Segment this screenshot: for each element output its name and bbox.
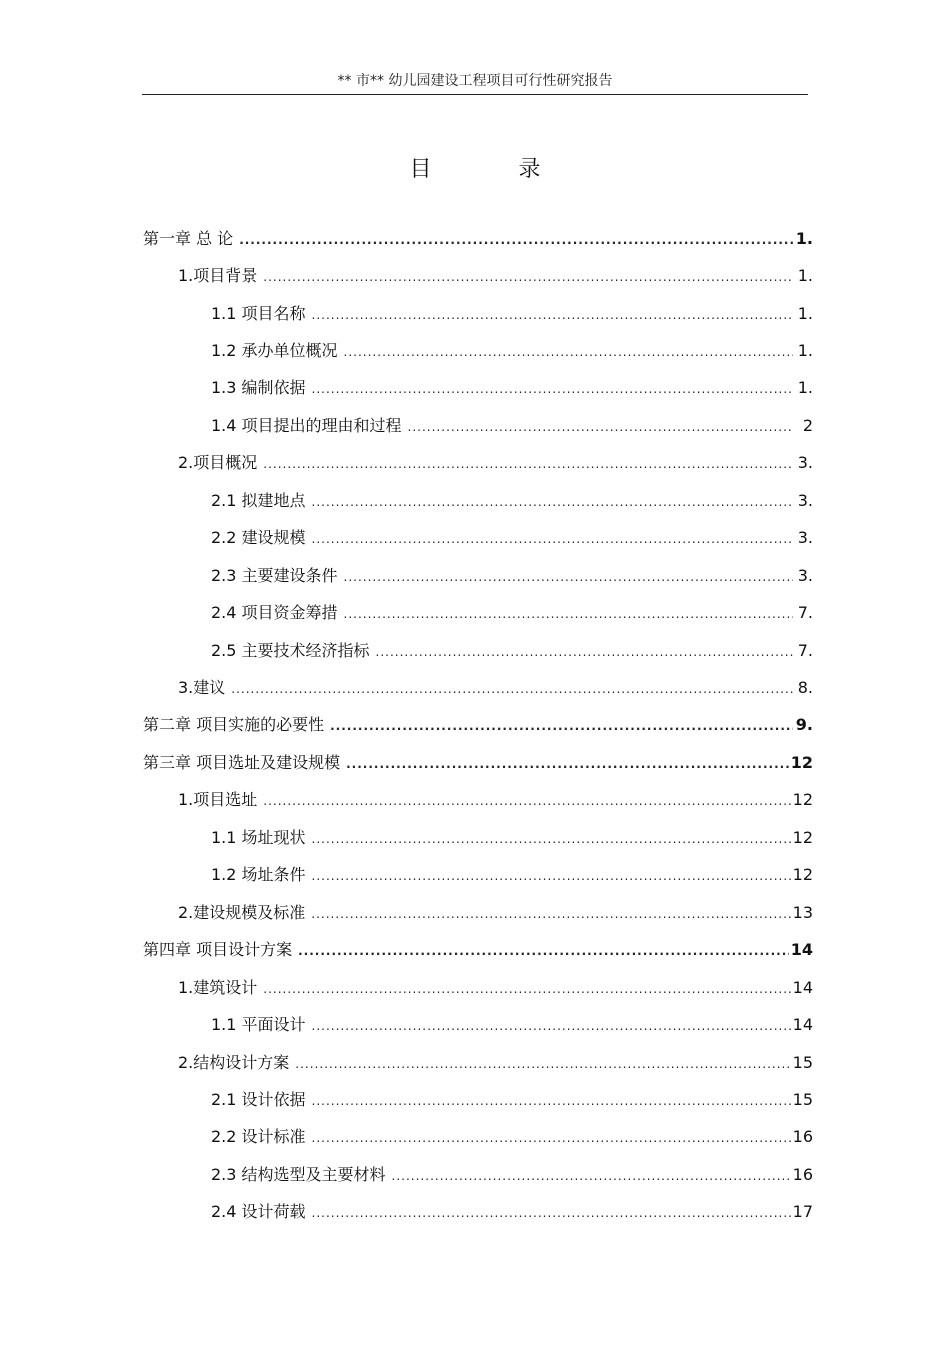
toc-entry[interactable] bbox=[211, 600, 813, 624]
toc-entry[interactable] bbox=[143, 750, 813, 774]
toc-entry[interactable] bbox=[211, 862, 813, 886]
toc-entry-label: 2.4 项目资金筹措 bbox=[211, 603, 338, 622]
toc-entry[interactable] bbox=[211, 413, 813, 437]
header-rule bbox=[142, 94, 808, 95]
toc-entry-label: 2.项目概况 bbox=[178, 453, 258, 472]
toc-entry[interactable] bbox=[211, 825, 813, 849]
toc-entry-label: 2.结构设计方案 bbox=[178, 1053, 290, 1072]
toc-entry[interactable] bbox=[178, 900, 813, 924]
toc-leader-dots bbox=[312, 382, 793, 396]
toc-entry-page: 12 bbox=[792, 828, 813, 847]
toc-entry[interactable] bbox=[211, 525, 813, 549]
toc-entry-page: 12 bbox=[792, 865, 813, 884]
toc-entry[interactable] bbox=[211, 1124, 813, 1148]
toc-entry-label: 2.5 主要技术经济指标 bbox=[211, 641, 370, 660]
toc-leader-dots bbox=[312, 1206, 791, 1220]
toc-entry-page: 9. bbox=[795, 715, 813, 734]
toc-leader-dots bbox=[312, 495, 793, 509]
toc-title: 目 录 bbox=[409, 157, 581, 182]
toc-entry[interactable] bbox=[211, 1012, 813, 1036]
toc-entry[interactable] bbox=[143, 712, 813, 736]
toc-entry[interactable] bbox=[178, 787, 813, 811]
toc-leader-dots bbox=[408, 420, 793, 434]
toc-leader-dots bbox=[263, 457, 793, 471]
toc-entry-label: 第四章 项目设计方案 bbox=[143, 940, 293, 959]
toc-leader-dots bbox=[344, 607, 793, 621]
toc-entry-page: 15 bbox=[792, 1053, 813, 1072]
toc-entry-label: 1.1 平面设计 bbox=[211, 1015, 306, 1034]
toc-leader-dots bbox=[344, 570, 793, 584]
toc-leader-dots bbox=[346, 757, 789, 771]
toc-entry-page: 12 bbox=[792, 790, 813, 809]
running-header: ** 市** 幼儿园建设工程项目可行性研究报告 bbox=[337, 73, 613, 89]
toc-entry[interactable] bbox=[211, 338, 813, 362]
toc-entry[interactable] bbox=[211, 1087, 813, 1111]
toc-entry-label: 1.2 场址条件 bbox=[211, 865, 306, 884]
toc-entry-label: 2.2 设计标准 bbox=[211, 1127, 306, 1146]
toc-entry[interactable] bbox=[211, 301, 813, 325]
toc-leader-dots bbox=[263, 270, 793, 284]
toc-entry[interactable] bbox=[178, 1050, 813, 1074]
toc-entry-label: 2.建设规模及标准 bbox=[178, 903, 306, 922]
toc-entry-page: 3. bbox=[797, 528, 813, 547]
toc-leader-dots bbox=[298, 944, 789, 958]
toc-leader-dots bbox=[312, 1019, 791, 1033]
toc-entry-page: 7. bbox=[797, 641, 813, 660]
toc-leader-dots bbox=[263, 982, 790, 996]
toc-entry[interactable] bbox=[178, 675, 813, 699]
toc-entry-page: 16 bbox=[792, 1127, 813, 1146]
toc-entry-label: 2.3 主要建设条件 bbox=[211, 566, 338, 585]
toc-leader-dots bbox=[263, 794, 790, 808]
toc-entry-page: 1. bbox=[797, 304, 813, 323]
toc-entry[interactable] bbox=[178, 450, 813, 474]
toc-entry-label: 第三章 项目选址及建设规模 bbox=[143, 753, 341, 772]
toc-leader-dots bbox=[312, 532, 793, 546]
toc-leader-dots bbox=[312, 832, 791, 846]
toc-entry-label: 1.1 项目名称 bbox=[211, 304, 306, 323]
toc-entry-label: 2.2 建设规模 bbox=[211, 528, 306, 547]
toc-entry-page: 1. bbox=[797, 378, 813, 397]
toc-entry-page: 1. bbox=[795, 229, 813, 248]
toc-entry-label: 1.2 承办单位概况 bbox=[211, 341, 338, 360]
toc-entry-page: 16 bbox=[792, 1165, 813, 1184]
toc-entry-page: 3. bbox=[797, 566, 813, 585]
toc-entry[interactable] bbox=[143, 226, 813, 250]
toc-entry-page: 14 bbox=[790, 940, 813, 959]
toc-entry-label: 第一章 总 论 bbox=[143, 229, 234, 248]
toc-entry-page: 15 bbox=[792, 1090, 813, 1109]
toc-leader-dots bbox=[312, 1131, 791, 1145]
toc-entry-page: 8. bbox=[797, 678, 813, 697]
toc-leader-dots bbox=[376, 645, 793, 659]
toc-entry-page: 7. bbox=[797, 603, 813, 622]
toc-entry-label: 2.1 设计依据 bbox=[211, 1090, 306, 1109]
toc-leader-dots bbox=[231, 682, 793, 696]
toc-entry-label: 1.4 项目提出的理由和过程 bbox=[211, 416, 402, 435]
toc-leader-dots bbox=[344, 345, 793, 359]
toc-leader-dots bbox=[239, 233, 793, 247]
toc-entry-page: 3. bbox=[797, 453, 813, 472]
toc-leader-dots bbox=[312, 1094, 791, 1108]
toc-entry[interactable] bbox=[211, 375, 813, 399]
toc-entry-page: 12 bbox=[790, 753, 813, 772]
toc-entry-label: 1.项目背景 bbox=[178, 266, 258, 285]
toc-entry[interactable] bbox=[143, 937, 813, 961]
toc-entry-label: 2.3 结构选型及主要材料 bbox=[211, 1165, 386, 1184]
toc-leader-dots bbox=[392, 1169, 791, 1183]
toc-entry[interactable] bbox=[178, 263, 813, 287]
toc-entry-page: 14 bbox=[792, 1015, 813, 1034]
toc-entry-page: 1. bbox=[797, 341, 813, 360]
toc-entry-label: 2.1 拟建地点 bbox=[211, 491, 306, 510]
toc-entry[interactable] bbox=[211, 1199, 813, 1223]
toc-entry[interactable] bbox=[178, 975, 813, 999]
toc-entry-label: 1.3 编制依据 bbox=[211, 378, 306, 397]
toc-entry-label: 1.1 场址现状 bbox=[211, 828, 306, 847]
toc-entry[interactable] bbox=[211, 638, 813, 662]
toc-entry-label: 3.建议 bbox=[178, 678, 226, 697]
toc-entry-page: 14 bbox=[792, 978, 813, 997]
toc-leader-dots bbox=[295, 1057, 790, 1071]
toc-entry-page: 2 bbox=[802, 416, 813, 435]
toc-leader-dots bbox=[312, 869, 791, 883]
toc-entry[interactable] bbox=[211, 488, 813, 512]
toc-entry-page: 3. bbox=[797, 491, 813, 510]
toc-entry-label: 1.项目选址 bbox=[178, 790, 258, 809]
toc-entry-page: 17 bbox=[792, 1202, 813, 1221]
toc-entry[interactable] bbox=[211, 563, 813, 587]
toc-entry-page: 1. bbox=[797, 266, 813, 285]
toc-entry[interactable] bbox=[211, 1162, 813, 1186]
toc-entry-page: 13 bbox=[792, 903, 813, 922]
toc-leader-dots bbox=[311, 907, 790, 921]
toc-leader-dots bbox=[330, 719, 793, 733]
toc-leader-dots bbox=[312, 308, 793, 322]
toc-entry-label: 2.4 设计荷载 bbox=[211, 1202, 306, 1221]
toc-entry-label: 1.建筑设计 bbox=[178, 978, 258, 997]
toc-entry-label: 第二章 项目实施的必要性 bbox=[143, 715, 325, 734]
